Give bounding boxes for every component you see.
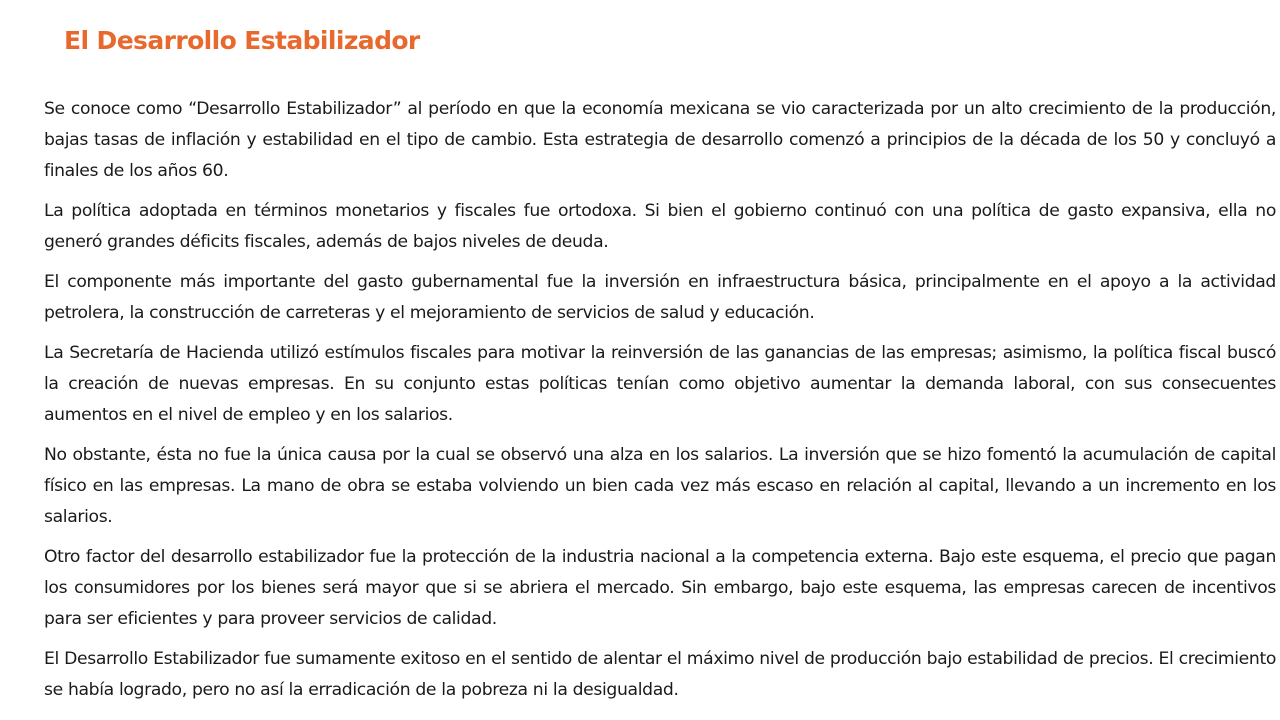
paragraph-4: La Secretaría de Hacienda utilizó estímulos fiscales para motivar la reinversión de las ganancias de las empresas; asimismo, la política fiscal buscó la creación de nuevas empresas. En su conjunto estas políticas tenían como objetivo aumentar la demanda laboral, con sus consecuentes aumentos en el nivel de empleo y en los salarios.: [44, 343, 1276, 425]
paragraph-3: El componente más importante del gasto gubernamental fue la inversión en infraestructura básica, principalmente en el apoyo a la actividad petrolera, la construcción de carreteras y el mejoramiento de servicios de salud y educación.: [44, 272, 1276, 323]
paragraph-6: Otro factor del desarrollo estabilizador fue la protección de la industria nacional a la competencia externa. Bajo este esquema, el precio que pagan los consumidores por los bienes será mayor que si se abriera el mercado. Sin embargo, bajo este esquema, las empresas carecen de incentivos para ser eficientes y para proveer servicios de calidad.: [44, 547, 1276, 629]
paragraph-1: Se conoce como “Desarrollo Estabilizador” al período en que la economía mexicana se vio caracterizada por un alto crecimiento de la producción, bajas tasas de inflación y estabilidad en el tipo de cambio. Esta estrategia de desarrollo comenzó a principios de la década de los 50 y concluyó a finales de los años 60.: [44, 99, 1276, 181]
paragraph-2: La política adoptada en términos monetarios y fiscales fue ortodoxa. Si bien el gobierno continuó con una política de gasto expansiva, ella no generó grandes déficits fiscales, además de bajos niveles de deuda.: [44, 201, 1276, 252]
paragraph-7: El Desarrollo Estabilizador fue sumamente exitoso en el sentido de alentar el máximo nivel de producción bajo estabilidad de precios. El crecimiento se había logrado, pero no así la erradicación de la pobreza ni la desigualdad.: [44, 649, 1276, 700]
paragraph-5: No obstante, ésta no fue la única causa por la cual se observó una alza en los salarios. La inversión que se hizo fomentó la acumulación de capital físico en las empresas. La mano de obra se estaba volviendo un bien cada vez más escaso en relación al capital, llevando a un incremento en los salarios.: [44, 445, 1276, 527]
slide-title: El Desarrollo Estabilizador: [64, 26, 420, 55]
slide-body: [44, 94, 1276, 715]
